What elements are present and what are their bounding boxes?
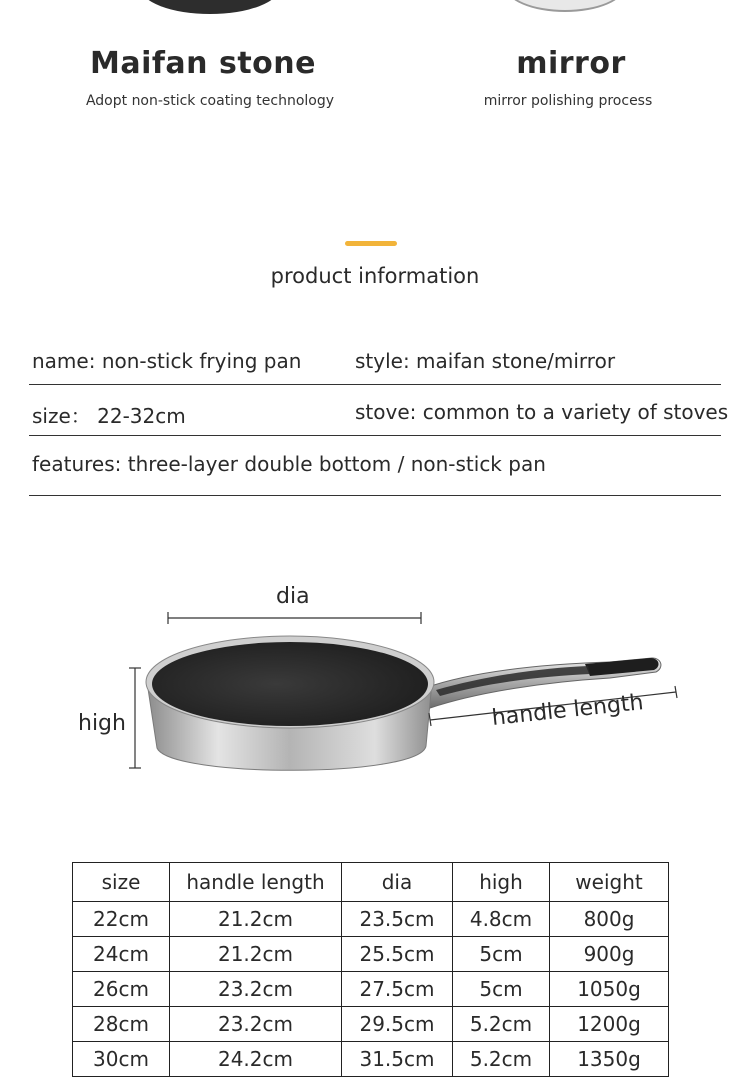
table-cell: 800g (550, 902, 669, 937)
size-spec-table (72, 862, 669, 1077)
table-cell: 26cm (73, 972, 170, 1007)
info-divider (29, 495, 721, 496)
table-cell: 24cm (73, 937, 170, 972)
table-cell: 30cm (73, 1042, 170, 1077)
high-label: high (78, 711, 126, 736)
pan-body (146, 636, 434, 770)
table-cell: 22cm (73, 902, 170, 937)
table-header-cell: size (73, 863, 170, 902)
table-header-row (73, 863, 669, 902)
accent-bar (345, 241, 397, 246)
pan-diagram (0, 560, 750, 800)
table-cell: 5cm (453, 972, 550, 1007)
info-divider (29, 435, 721, 436)
table-header-cell: dia (342, 863, 453, 902)
dia-dimension-line (168, 612, 421, 624)
feature-title-mirror: mirror (516, 46, 626, 81)
info-size: size： 22-32cm (32, 404, 186, 428)
table-cell: 5cm (453, 937, 550, 972)
table-row (73, 902, 669, 937)
section-title: product information (270, 264, 480, 288)
table-cell: 27.5cm (342, 972, 453, 1007)
table-cell: 1050g (550, 972, 669, 1007)
table-cell: 5.2cm (453, 1007, 550, 1042)
table-cell: 25.5cm (342, 937, 453, 972)
table-cell: 1200g (550, 1007, 669, 1042)
table-row (73, 1042, 669, 1077)
high-dimension-line (129, 668, 141, 768)
feature-title-maifan-stone: Maifan stone (90, 46, 316, 81)
table-header-cell: handle length (170, 863, 342, 902)
table-header-cell: weight (550, 863, 669, 902)
table-row (73, 972, 669, 1007)
table-cell: 29.5cm (342, 1007, 453, 1042)
info-stove: stove: common to a variety of stoves (355, 400, 729, 424)
table-cell: 21.2cm (170, 902, 342, 937)
table-cell: 21.2cm (170, 937, 342, 972)
dia-label: dia (276, 584, 310, 609)
info-features: features: three-layer double bottom / non-stick pan (32, 452, 546, 476)
table-cell: 24.2cm (170, 1042, 342, 1077)
maifan-stone-pan-image (140, 0, 280, 14)
table-cell: 5.2cm (453, 1042, 550, 1077)
table-cell: 23.2cm (170, 972, 342, 1007)
handle-length-label: handle length (490, 690, 645, 731)
table-cell: 23.5cm (342, 902, 453, 937)
table-row (73, 937, 669, 972)
table-cell: 1350g (550, 1042, 669, 1077)
info-name: name: non-stick frying pan (32, 349, 302, 373)
table-header-cell: high (453, 863, 550, 902)
feature-subtitle-mirror: mirror polishing process (483, 93, 653, 109)
mirror-pan-image (505, 0, 625, 12)
table-cell: 4.8cm (453, 902, 550, 937)
table-row (73, 1007, 669, 1042)
table-cell: 900g (550, 937, 669, 972)
info-style: style: maifan stone/mirror (355, 349, 616, 373)
table-cell: 31.5cm (342, 1042, 453, 1077)
table-cell: 23.2cm (170, 1007, 342, 1042)
feature-subtitle-maifan-stone: Adopt non-stick coating technology (85, 93, 335, 109)
table-cell: 28cm (73, 1007, 170, 1042)
info-divider (29, 384, 721, 385)
